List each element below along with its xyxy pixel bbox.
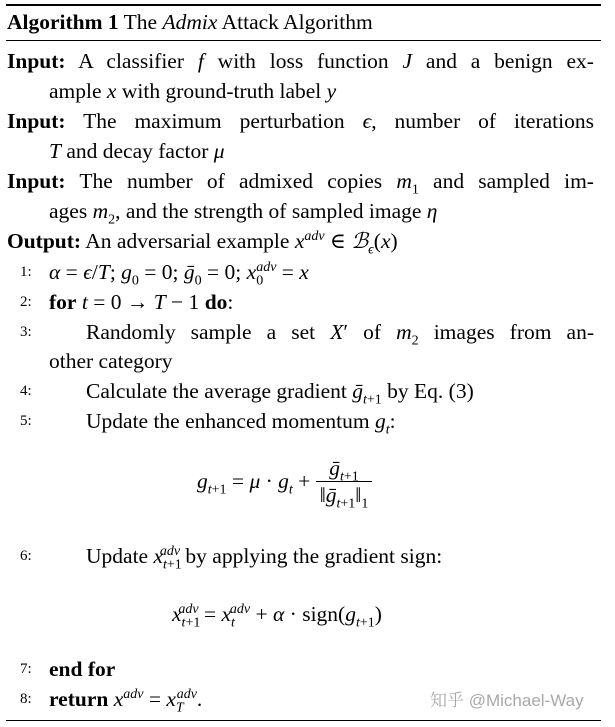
top-rule (6, 4, 601, 6)
step-6: Update $x_{t+1}^{adv}$ by applying the gradient sign: (86, 543, 443, 573)
momentum-equation: $g_{t+1} = \mu \cdot g_t$ + $\frac{ḡ_{t+1}}{‖ḡ_{t+1}‖_1}$ (197, 455, 372, 508)
step-number: 4: (20, 383, 32, 399)
bottom-rule (6, 720, 601, 721)
update-equation: $x_{t+1}^{adv} = x_t^{adv} + \alpha$ · $sign(g_{t+1})$ (172, 601, 382, 631)
step-3-line-1: Randomly sample a set X′ of $m_2$ images from an- (86, 320, 594, 349)
step-7 (49, 656, 115, 682)
input-label: Input: (7, 109, 66, 133)
output-label: Output: (7, 229, 82, 253)
step-number: 1: (20, 264, 32, 280)
caption-em: Admix (162, 10, 218, 34)
algorithm-caption (7, 9, 373, 35)
watermark-text: 知乎 @Michael-Way (430, 691, 584, 710)
input-label: Input: (7, 169, 66, 193)
step-number: 7: (20, 661, 32, 677)
step-2-colon: : (227, 290, 234, 314)
keyword-return: return (49, 687, 109, 711)
step-8: return $x^{adv} = x_T^{adv}$. (49, 686, 203, 716)
output-line (7, 228, 398, 258)
input-3-text: The number of admixed copies $m_1$ and sampled im- (79, 169, 594, 198)
step-number: 6: (20, 548, 32, 564)
input-2-text: The maximum perturbation ϵ, number of iterations (83, 109, 594, 133)
input-3-line-1 (7, 168, 594, 198)
output-text: An adversarial example $x^{adv}$ ∈ ℬ$_\epsilon$(x) (85, 228, 398, 258)
caption-post: Attack Algorithm (221, 10, 373, 34)
step-4: Calculate the average gradient ḡ$_{t+1}$ by Eq. (3) (86, 379, 474, 408)
input-2-line-1 (7, 108, 594, 134)
step-number: 3: (20, 324, 32, 340)
step-number: 8: (20, 691, 32, 707)
keyword-end-for: end for (49, 657, 116, 681)
input-1-line-2: ample x with ground-truth label y (49, 79, 337, 103)
step-5: Update the enhanced momentum $g_t$: (86, 409, 396, 438)
step-1: α = ϵ/T; $g_0 = 0$; ḡ$_0$ = 0; $x_0^{adv} = x$ (49, 259, 309, 289)
step-3-line-2: other category (49, 349, 173, 373)
input-2-line-2: T and decay factor μ (49, 139, 225, 163)
momentum-fraction: $\frac{ḡ_{t+1}}{‖ḡ_{t+1}‖_1}$ (316, 455, 373, 508)
input-1-text: A classifier f with loss function J and a benign ex- (78, 49, 594, 73)
step-number: 5: (20, 413, 32, 429)
input-1-line-1 (7, 48, 594, 74)
step-2: for t = 0 → T − 1 do: (49, 290, 234, 314)
caption-label: Algorithm 1 (7, 10, 119, 34)
caption-pre: The (123, 10, 158, 34)
step-number: 2: (20, 294, 32, 310)
input-3-line-2: ages $m_2$, and the strength of sampled image η (49, 199, 438, 228)
keyword-for: for (49, 290, 77, 314)
input-label: Input: (7, 49, 66, 73)
keyword-do: do (204, 290, 228, 314)
caption-rule (6, 40, 601, 41)
